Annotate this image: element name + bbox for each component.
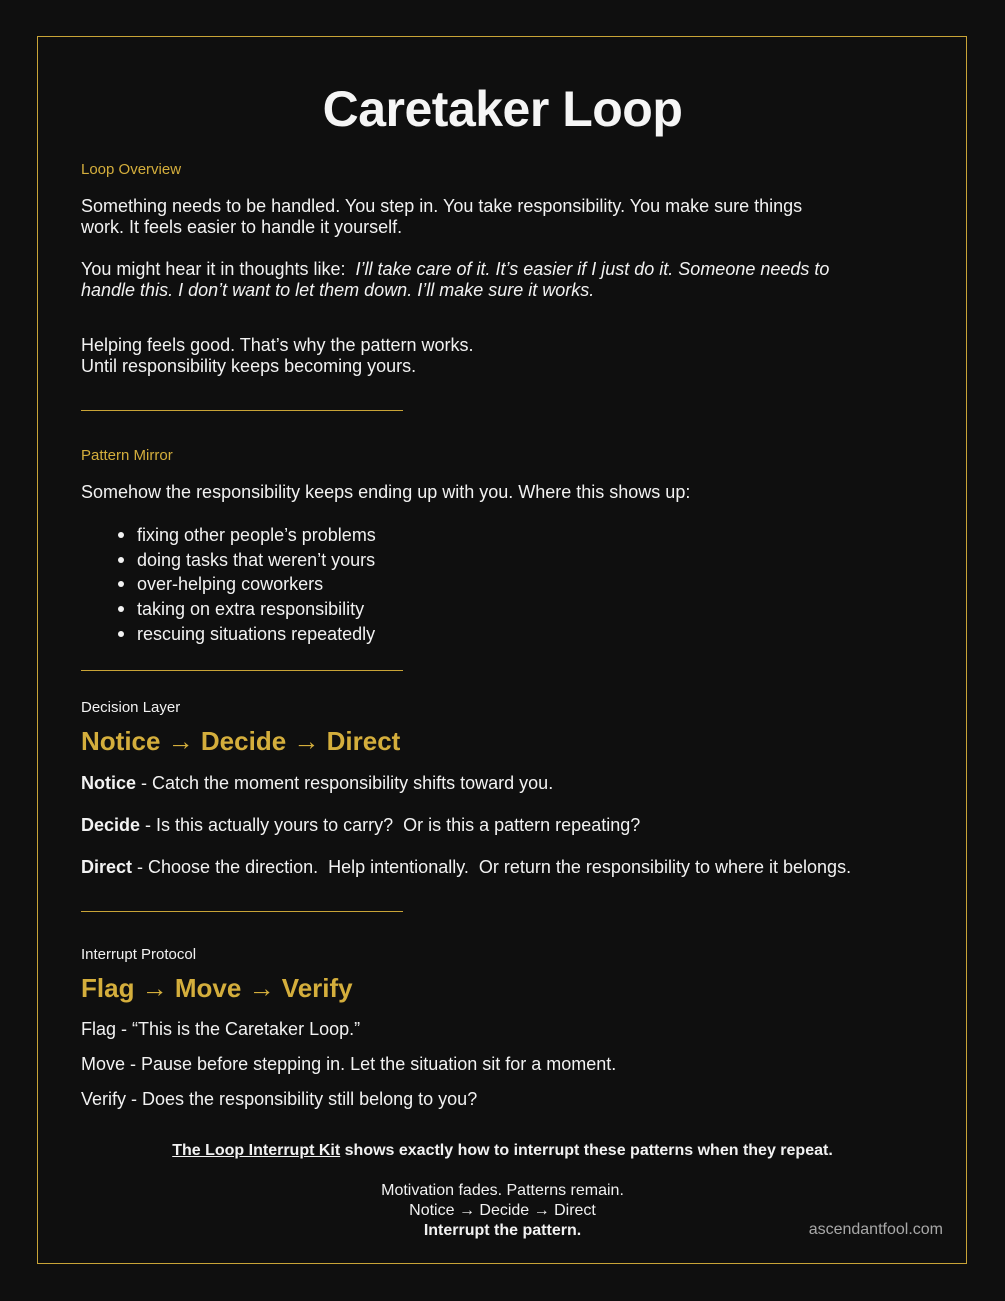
decide-term: Decide (81, 815, 141, 835)
overview-paragraph-2 (81, 259, 961, 301)
kit-callout (0, 1142, 1005, 1160)
overview-p2-prefix: You might hear it in thoughts like: (81, 259, 356, 279)
interrupt-heading: Flag → Move → Verify (81, 973, 353, 1003)
site-url[interactable]: ascendantfool.com (808, 1221, 943, 1238)
overview-p1-line2: work. It feels easier to handle it yourself. (81, 217, 403, 237)
section-label-mirror: Pattern Mirror (81, 447, 173, 464)
section-label-decision: Decision Layer (81, 699, 181, 716)
divider (81, 670, 403, 671)
list-item: fixing other people’s problems (81, 523, 581, 548)
list-item: over-helping coworkers (81, 572, 581, 597)
list-item: doing tasks that weren’t yours (81, 548, 581, 573)
notice-term: Notice (81, 773, 137, 793)
kit-link[interactable]: The Loop Interrupt Kit (172, 1142, 341, 1159)
decision-heading: Notice → Decide → Direct (81, 726, 401, 756)
overview-p3-line2: Until responsibility keeps becoming yours. (81, 356, 417, 376)
decision-direct (81, 857, 981, 878)
overview-paragraph-1 (81, 196, 961, 238)
interrupt-flag: Flag - “This is the Caretaker Loop.” (81, 1019, 361, 1039)
closing-line-3: Interrupt the pattern. (423, 1222, 582, 1239)
list-item: rescuing situations repeatedly (81, 622, 581, 647)
overview-paragraph-3 (81, 335, 961, 377)
notice-text: - Catch the moment responsibility shifts toward you. (136, 773, 554, 793)
mirror-intro: Somehow the responsibility keeps ending up with you. Where this shows up: (81, 482, 691, 502)
decision-notice (81, 773, 961, 794)
decide-text: - Is this actually yours to carry? Or is this a pattern repeating? (140, 815, 641, 835)
decision-decide (81, 815, 961, 836)
direct-text: - Choose the direction. Help intentionally. Or return the responsibility to where it belongs. (132, 857, 852, 877)
page-title: Caretaker Loop (322, 81, 683, 137)
closing-line-1: Motivation fades. Patterns remain. (381, 1182, 624, 1199)
section-label-overview: Loop Overview (81, 161, 182, 178)
overview-p3-line1: Helping feels good. That’s why the pattern works. (81, 335, 474, 355)
list-item: taking on extra responsibility (81, 597, 581, 622)
overview-p1-line1: Something needs to be handled. You step in. You take responsibility. You make sure things (81, 196, 803, 216)
section-label-interrupt: Interrupt Protocol (81, 946, 197, 963)
interrupt-verify: Verify - Does the responsibility still belong to you? (81, 1089, 478, 1109)
mirror-list (81, 523, 581, 647)
closing-line-2: Notice → Decide → Direct (409, 1202, 596, 1219)
kit-text: shows exactly how to interrupt these patterns when they repeat. (340, 1142, 833, 1159)
overview-p2-quote-line2: handle this. I don’t want to let them down. I’ll make sure it works. (81, 280, 595, 300)
divider (81, 911, 403, 912)
divider (81, 410, 403, 411)
interrupt-move: Move - Pause before stepping in. Let the situation sit for a moment. (81, 1054, 617, 1074)
overview-p2-quote-line1: I’ll take care of it. It’s easier if I just do it. Someone needs to (355, 259, 830, 279)
direct-term: Direct (81, 857, 133, 877)
